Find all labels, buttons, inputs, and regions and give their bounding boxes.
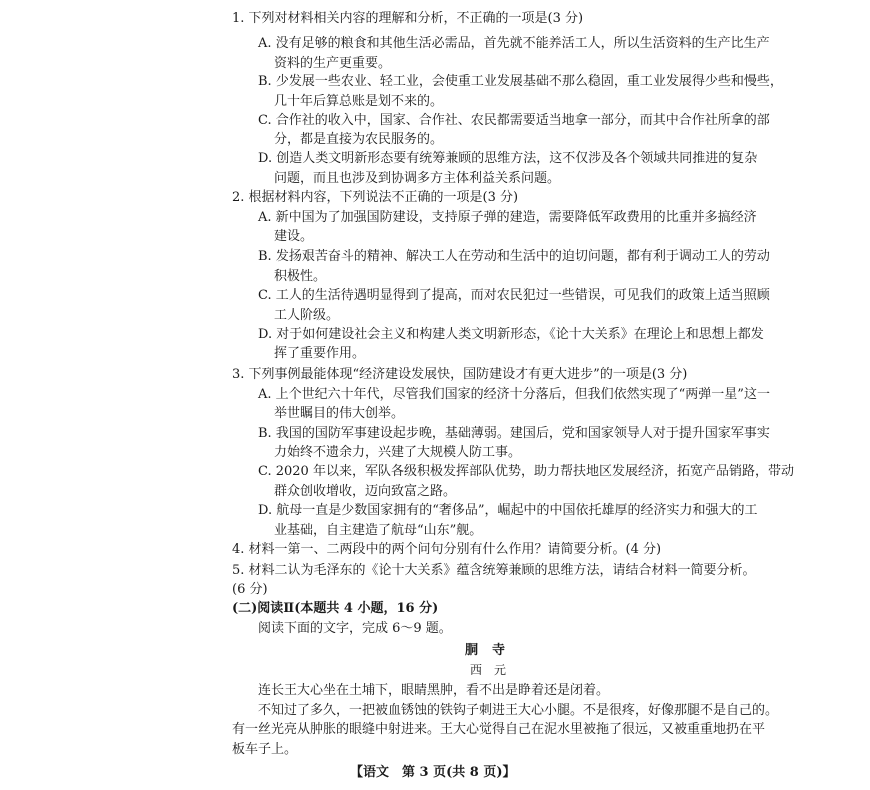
q1-option-a-cont: 资料的生产更重要。 [274, 56, 392, 71]
q1-option-c-cont: 分，都是直接为农民服务的。 [274, 132, 444, 147]
q3-option-b: B. 我国的国防军事建设起步晚，基础薄弱。建国后，党和国家领导人对于提升国家军事实 [258, 426, 770, 441]
question-1-stem: 1. 下列对材料相关内容的理解和分析，不正确的一项是(3 分) [232, 11, 584, 26]
question-2-stem: 2. 根据材料内容，下列说法不正确的一项是(3 分) [232, 190, 519, 205]
q3-option-c-cont: 群众创收增收，迈向致富之路。 [274, 484, 457, 499]
section-heading: (二)阅读Ⅱ(本题共 4 小题，16 分) [232, 601, 439, 616]
q2-option-c: C. 工人的生活待遇明显得到了提高，而对农民犯过一些错误，可见我们的政策上适当照顾 [258, 288, 770, 303]
q1-option-b-cont: 几十年后算总账是划不来的。 [274, 94, 444, 109]
story-author: 西元 [470, 663, 519, 677]
q3-option-d: D. 航母一直是少数国家拥有的“奢侈品”，崛起中的中国依托雄厚的经济实力和强大的工 [258, 503, 758, 518]
story-paragraph-1: 连长王大心坐在土埔下，眼睛黑肿，看不出是睁着还是闭着。 [258, 683, 610, 698]
question-5: 5. 材料二认为毛泽东的《论十大关系》蕴含统筹兼顾的思维方法，请结合材料一简要分析。 [232, 563, 756, 578]
q3-option-a: A. 上个世纪六十年代，尽管我们国家的经济十分落后，但我们依然实现了“两弹一星”这一 [258, 387, 770, 402]
reading-instruction: 阅读下面的文字，完成 6～9 题。 [258, 621, 452, 636]
question-5-score: (6 分) [232, 582, 268, 597]
q3-option-a-cont: 举世瞩目的伟大创举。 [274, 406, 405, 421]
q3-option-c: C. 2020 年以来，军队各级积极发挥部队优势，助力帮扶地区发展经济，拓宽产品销路，带动 [258, 464, 794, 479]
q2-option-a: A. 新中国为了加强国防建设，支持原子弹的建造，需要降低军政费用的比重并多搞经济 [258, 210, 757, 225]
q1-option-b: B. 少发展一些农业、轻工业，会使重工业发展基础不那么稳固，重工业发展得少些和慢些， [258, 74, 783, 89]
q1-option-d: D. 创造人类文明新形态要有统筹兼顾的思维方法，这不仅涉及各个领域共同推进的复杂 [258, 151, 758, 166]
q2-option-b: B. 发扬艰苦奋斗的精神、解决工人在劳动和生活中的迫切问题，都有利于调动工人的劳动 [258, 249, 770, 264]
question-4: 4. 材料一第一、二两段中的两个问句分别有什么作用？请简要分析。(4 分) [232, 542, 662, 557]
q2-option-d-cont: 挥了重要作用。 [274, 346, 366, 361]
q1-option-d-cont: 问题，而且也涉及到协调多方主体利益关系问题。 [274, 171, 561, 186]
q2-option-d: D. 对于如何建设社会主义和构建人类文明新形态，《论十大关系》在理论上和思想上都发 [258, 327, 764, 342]
page-footer: 【语文 第 3 页(共 8 页)】 [350, 765, 516, 780]
story-title: 胴寺 [465, 643, 520, 658]
q3-option-b-cont: 力始终不遗余力，兴建了大规模人防工事。 [274, 445, 522, 460]
q2-option-b-cont: 积极性。 [274, 269, 327, 284]
question-3-stem: 3. 下列事例最能体现“经济建设发展快，国防建设才有更大进步”的一项是(3 分) [232, 367, 688, 382]
story-paragraph-2: 不知过了多久，一把被血锈蚀的铁钩子刺进王大心小腿。不是很疼，好像那腿不是自己的。 [258, 703, 779, 718]
q1-option-c: C. 合作社的收入中，国家、合作社、农民都需要适当地拿一部分，而其中合作社所拿的部 [258, 113, 770, 128]
q2-option-a-cont: 建设。 [274, 229, 314, 244]
story-paragraph-2-cont: 有一丝光亮从肿胀的眼缝中射进来。王大心觉得自己在泥水里被拖了很远，又被重重地扔在平 [232, 722, 766, 737]
q2-option-c-cont: 工人阶级。 [274, 308, 340, 323]
story-paragraph-2-end: 板车子上。 [232, 742, 298, 757]
q1-option-a: A. 没有足够的粮食和其他生活必需品，首先就不能养活工人，所以生活资料的生产比生产 [258, 36, 770, 51]
q3-option-d-cont: 业基础，自主建造了航母“山东”舰。 [274, 523, 483, 538]
